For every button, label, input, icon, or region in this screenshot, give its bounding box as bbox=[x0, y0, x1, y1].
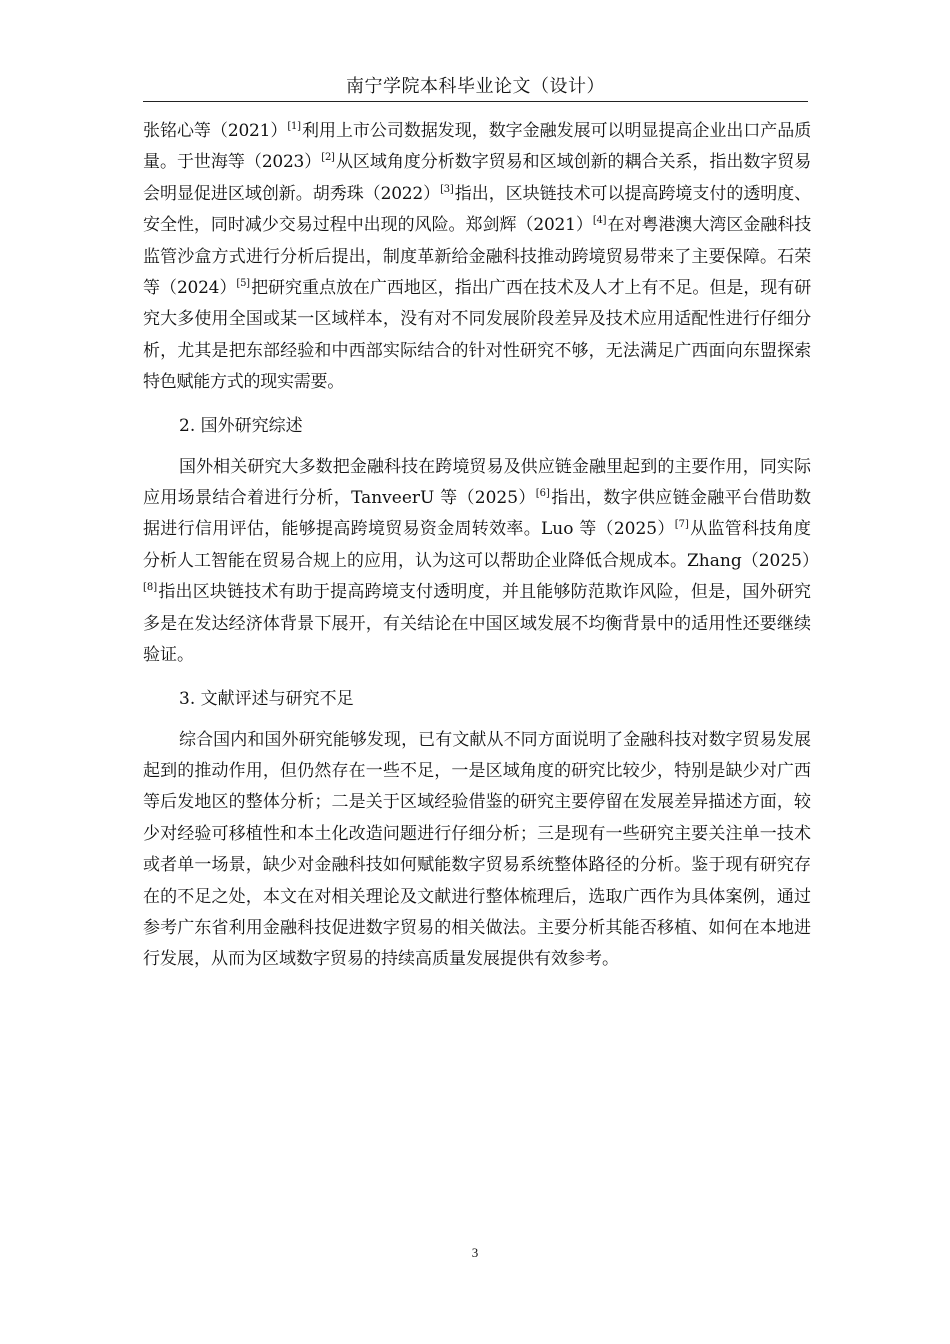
citation-2: [2] bbox=[321, 152, 335, 164]
citation-5: [5] bbox=[236, 278, 250, 290]
section-heading-literature-review: 3. 文献评述与研究不足 bbox=[179, 688, 354, 709]
citation-4: [4] bbox=[592, 215, 607, 227]
paragraph-domestic-research: 张铭心等（2021）[1]利用上市公司数据发现，数字金融发展可以明显提高企业出口产品质量。于世海等（2023）[2]从区域角度分析数字贸易和区域创新的耦合关系，指出数字贸易会明显促进区域创新。胡秀珠（2022）[3]指出，区块链技术可以提高跨境支付的透明度、安全性，同时减少交易过程中出现的风险。郑剑辉（2021）[4]在对粤港澳大湾区金融科技监管沙盒方式进行分析后提出，制度革新给金融科技推动跨境贸易带来了主要保障。石荣等（2024）[5]把研究重点放在广西地区，指出广西在技术及人才上有不足。但是，现有研究大多使用全国或某一区域样本，没有对不同发展阶段差异及技术应用适配性进行仔细分析，尤其是把东部经验和中西部实际结合的针对性研究不够，无法满足广西面向东盟探索特色赋能方式的现实需要。 bbox=[143, 121, 812, 393]
citation-8: [8] bbox=[143, 582, 158, 594]
paragraph-literature-review: 综合国内和国外研究能够发现，已有文献从不同方面说明了金融科技对数字贸易发展起到的推动作用，但仍然存在一些不足，一是区域角度的研究比较少，特别是缺少对广西等后发地区的整体分析；二是关于区域经验借鉴的研究主要停留在发展差异描述方面，较少对经验可移植性和本土化改造问题进行仔细分析；三是现有一些研究主要关注单一技术或者单一场景，缺少对金融科技如何赋能数字贸易系统整体路径的分析。鉴于现有研究存在的不足之处，本文在对相关理论及文献进行整体梳理后，选取广西作为具体案例，通过参考广东省利用金融科技促进数字贸易的相关做法。主要分析其能否移植、如何在本地进行发展，从而为区域数字贸易的持续高质量发展提供有效参考。 bbox=[143, 729, 811, 970]
header-rule bbox=[143, 101, 808, 102]
body-content bbox=[143, 116, 819, 976]
section-heading-foreign-research: 2. 国外研究综述 bbox=[179, 415, 303, 436]
page-number: 3 bbox=[471, 1245, 479, 1260]
citation-3: [3] bbox=[440, 183, 454, 195]
citation-6: [6] bbox=[535, 488, 550, 500]
paragraph-foreign-research: 国外相关研究大多数把金融科技在跨境贸易及供应链金融里起到的主要作用，同实际应用场景结合着进行分析，TanveerU 等（2025）[6]指出，数字供应链金融平台借助数据进行信用评估，能够提高跨境贸易资金周转效率。Luo 等（2025）[7]从监管科技角度分析人工智能在贸易合规上的应用，认为这可以帮助企业降低合规成本。Zhang（2025）[8]指出区块链技术有助于提高跨境支付透明度，并且能够防范欺诈风险，但是，国外研究多是在发达经济体背景下展开，有关结论在中国区域发展不均衡背景中的适用性还要继续验证。 bbox=[143, 456, 819, 666]
citation-7: [7] bbox=[674, 519, 689, 531]
citation-1: [1] bbox=[287, 121, 301, 132]
page-header-title: 南宁学院本科毕业论文（设计） bbox=[346, 76, 605, 97]
